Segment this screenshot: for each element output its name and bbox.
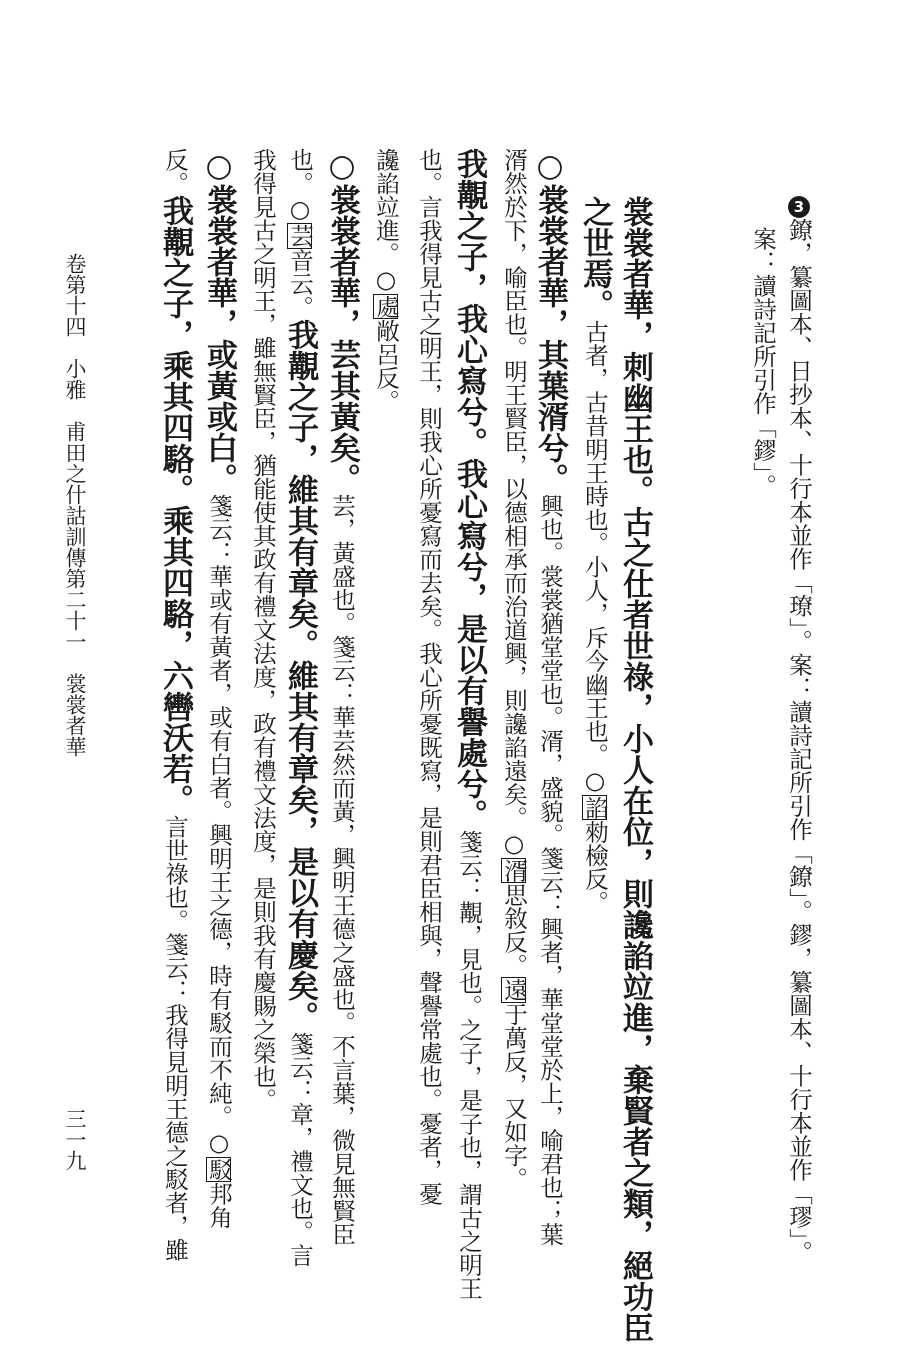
commentary-text: 湑然於下，喻臣也。明王賢臣，以德相承而治道興，則讒諂遠矣。○: [500, 148, 528, 858]
commentary-text: 古者，古昔明王時也。小人，斥今幽王也。○: [581, 320, 609, 795]
collation-note-text-2: 案：讀詩記所引作「鏐」。: [749, 227, 777, 498]
phonetic-marker-boxed: 諂: [581, 795, 609, 819]
text-column-11: [201, 148, 237, 1229]
commentary-text: 勑檢反。: [581, 820, 609, 914]
collation-note-line-1: [787, 196, 811, 1264]
classic-text: 我覯之子，我心寫兮。我心寫兮，是以有譽處兮。: [451, 148, 487, 830]
collation-note-line-2: [751, 227, 775, 497]
classic-text: ○裳裳者華，芸其黃矣。: [324, 148, 360, 494]
classic-text: ○裳裳者華，或黃或白。: [201, 148, 237, 494]
text-column-7: [373, 148, 399, 413]
commentary-text: 反。: [161, 148, 189, 195]
text-column-10: [251, 148, 275, 1112]
text-column-6: [417, 148, 441, 1206]
classic-text: ○裳裳者華，其葉湑兮。: [532, 148, 568, 494]
phonetic-marker-boxed: 駁: [205, 1157, 233, 1181]
commentary-text: 箋云：華或有黃者，或有白者。興明王之德，時有駁而不純。○: [205, 494, 233, 1157]
text-column-4: [501, 148, 527, 1191]
text-column-1: [617, 196, 653, 1343]
commentary-text: 敞呂反。: [372, 319, 400, 413]
commentary-text: 于萬反，又如字。: [500, 1002, 528, 1191]
text-column-5: [451, 148, 487, 1300]
commentary-text: 音云。: [286, 248, 314, 319]
classic-text: 之世焉。: [577, 196, 613, 320]
phonetic-marker-boxed: 處: [372, 294, 400, 318]
commentary-text: 箋云：覯，見也。之子，是子也，謂古之明王: [455, 830, 483, 1300]
text-column-2: [577, 196, 613, 914]
text-column-8: [324, 148, 360, 1246]
commentary-text: 興也。裳裳猶堂堂也。湑，盛貌。箋云：興者，華堂堂於上，喻君也；葉: [536, 494, 564, 1246]
text-column-9: [282, 148, 318, 1267]
classic-text: 我覯之子，維其有章矣。維其有章矣，是以有慶矣。: [282, 319, 318, 1032]
commentary-text: 我得見古之明王，雖無賢臣，猶能使其政有禮文法度，政有禮文法度，是則我有慶賜之榮也。: [249, 148, 277, 1112]
commentary-text: 思敘反。: [500, 883, 528, 977]
commentary-text: 芸，黃盛也。箋云：華芸然而黃，興明王德之盛也。不言葉，微見無賢臣: [328, 494, 356, 1246]
commentary-text: 言世祿也。箋云：我得見明王德之駁者，雖: [161, 815, 189, 1262]
commentary-text: 讒諂竝進。○: [372, 148, 400, 294]
phonetic-marker-boxed: 遠: [500, 978, 528, 1002]
commentary-text: 也。○: [286, 148, 314, 223]
page-number: 三一九: [63, 1108, 87, 1171]
phonetic-marker-boxed: 芸: [286, 224, 314, 248]
running-head: 卷第十四 小雅 甫田之什詁訓傳第二十一 裳裳者華: [63, 253, 87, 757]
classic-text: 裳裳者華，刺幽王也。古之仕者世祿，小人在位，則讒諂竝進，棄賢者之類，絕功臣: [617, 196, 653, 1343]
note-marker: 3: [790, 198, 808, 216]
text-column-12: [157, 148, 193, 1262]
classic-text: 我覯之子，乘其四駱。乘其四駱，六轡沃若。: [157, 195, 193, 815]
collation-note-text: 鐐，纂圖本、日抄本、十行本並作「璙」。案：讀詩記所引作「鐐」。鏐，纂圖本、十行本並作「璆」。: [785, 218, 813, 1264]
phonetic-marker-boxed: 湑: [500, 858, 528, 882]
text-column-3: [532, 148, 568, 1246]
commentary-text: 箋云：章，禮文也。言: [286, 1032, 314, 1267]
commentary-text: 邦角: [205, 1182, 233, 1229]
commentary-text: 也。言我得見古之明王，則我心所憂寫而去矣。我心所憂既寫，是則君臣相與，聲譽常處也。憂者，憂: [415, 148, 443, 1206]
